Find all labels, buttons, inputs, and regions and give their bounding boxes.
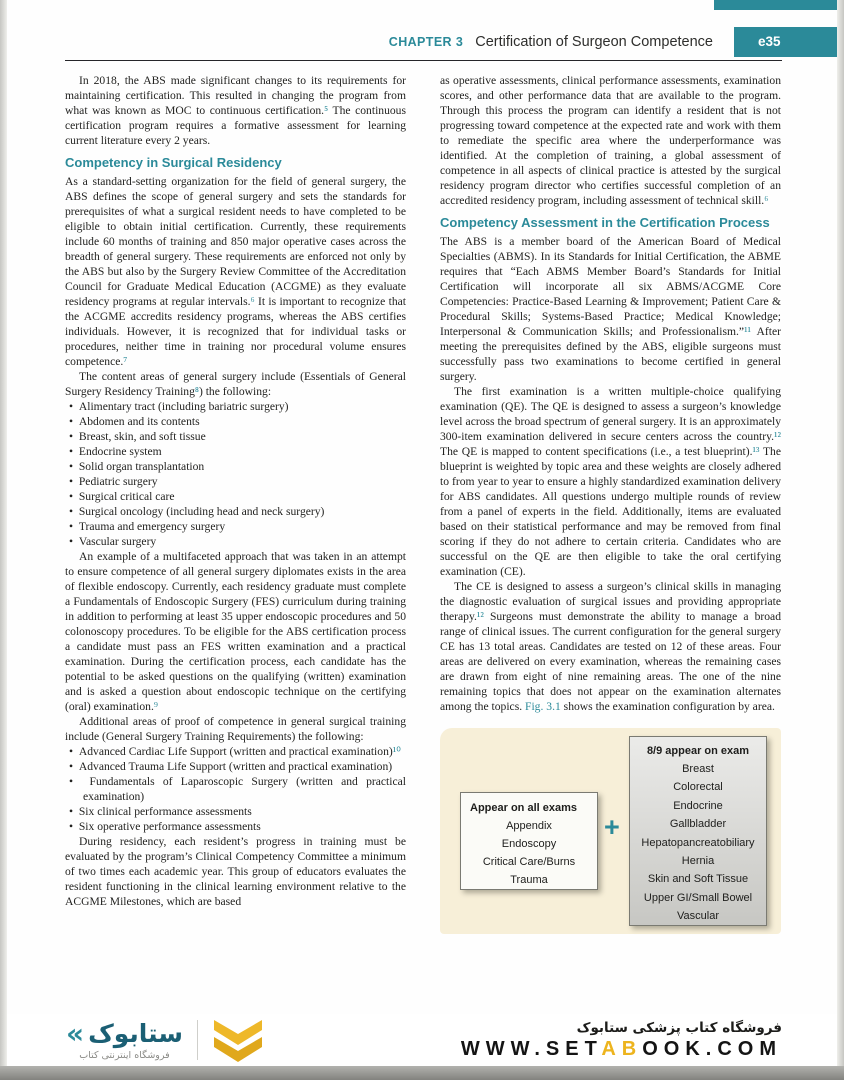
- bullet-item: • Pediatric surgery: [69, 474, 406, 489]
- figure-reference-link[interactable]: Fig. 3.1: [525, 700, 561, 713]
- bullet-item: • Advanced Trauma Life Support (written and practical examination): [69, 759, 406, 774]
- paragraph: The ABS is a member board of the American Board of Medical Specialties (ABMS). In its Standards for Initial Certification, the ABME requires that “Each ABMS Member Board’s Standards for Initial Certification will incorporate all six ABMS/ACGME Core Competencies: Practice-Based Learning & Improvement; Patient Care & Procedural Skills; Systems-Based Practice; Medical Knowledge; Interpersonal & Communication Skills; and Professionalism.”¹¹ After meeting the prerequisites defined by the ABS, eligible surgeons must successfully pass two examinations to become certified in general surgery.: [440, 235, 781, 383]
- bullet-item: • Surgical critical care: [69, 489, 406, 504]
- store-tagline: فروشگاه کتاب پزشکی ستابوک: [576, 1019, 782, 1036]
- all-exams-box-title: Appear on all exams: [470, 802, 577, 814]
- brand-name: ستابوک: [88, 1019, 183, 1048]
- double-chevron-logo-icon: [212, 1018, 264, 1062]
- paragraph: An example of a multifaceted approach that was taken in an attempt to ensure competence of all general surgery diplomates exists in the area of flexible endoscopy. Currently, each residency graduate must complete a Fundamentals of Endoscopic Surgery (FES) curriculum during training in addition to performing at least 35 upper endoscopic procedures and 50 colonoscopy procedures. To be eligible for the ABS certification process a candidate must pass an FES written examination and a practical examination. During the certification process, each candidate has the potential to be asked questions on the qualifying (written) examination and is asked a question about endoscopic technique on the certifying (oral) examination.⁹: [65, 550, 406, 713]
- top-accent-strip: [714, 0, 844, 10]
- all-exams-box: [460, 792, 598, 890]
- brand-subtitle: فروشگاه اینترنتی کتاب: [79, 1050, 170, 1061]
- bullet-item: • Surgical oncology (including head and neck surgery): [69, 504, 406, 519]
- paragraph: In 2018, the ABS made significant changes to its requirements for maintaining certification. This resulted in changing the program from what was known as MOC to continuous certification.⁵ The continuous certification program requires a formative assessment for learning current literature every 2 years.: [65, 74, 406, 147]
- paragraph: The content areas of general surgery include (Essentials of General Surgery Residency Training⁸) the following:: [65, 370, 406, 398]
- paragraph: During residency, each resident’s progress in training must be evaluated by the program’s Clinical Competency Committee a minimum of two times each academic year. This group of educators evaluates the resident functioning in the clinical learning environment relative to the ACGME Milestones, which are based: [65, 835, 406, 908]
- bullet-item: • Abdomen and its contents: [69, 414, 406, 429]
- figure-3-1: [440, 728, 781, 934]
- paragraph: Additional areas of proof of competence in general surgical training include (General Surgery Training Requirements) the following:: [65, 715, 406, 743]
- header-rule: [65, 60, 782, 61]
- exam-area-item: Hepatopancreatobiliary: [641, 836, 755, 849]
- footer-divider: [197, 1020, 198, 1060]
- bullet-item: • Breast, skin, and soft tissue: [69, 429, 406, 444]
- publisher-footer: [0, 1014, 844, 1066]
- brand-chevron-icon: «: [66, 1017, 85, 1050]
- exam-area-item: Vascular: [677, 910, 719, 923]
- footer-right: [461, 1020, 782, 1061]
- website-url: [461, 1038, 782, 1061]
- exam-area-item: Upper GI/Small Bowel: [643, 891, 753, 904]
- exam-area-item: Breast: [682, 763, 714, 775]
- right-column: [440, 73, 781, 934]
- bullet-item: • Endocrine system: [69, 444, 406, 459]
- bullet-item: • Vascular surgery: [69, 534, 406, 549]
- url-segment-highlight: AB: [601, 1037, 643, 1060]
- exam-area-item: Trauma: [510, 874, 548, 886]
- bullet-item: • Advanced Cardiac Life Support (written and practical examination)¹⁰: [69, 744, 406, 759]
- bullet-item: • Alimentary tract (including bariatric surgery): [69, 399, 406, 414]
- exam-area-item: Critical Care/Burns: [482, 856, 576, 868]
- exam-area-item: Appendix: [506, 820, 552, 832]
- partial-exams-box: [629, 736, 767, 926]
- bullet-item: • Six operative performance assessments: [69, 819, 406, 834]
- exam-area-item: Hernia: [681, 855, 715, 868]
- url-segment: WWW.SET: [460, 1037, 602, 1060]
- paragraph: [440, 579, 781, 714]
- paragraph: as operative assessments, clinical performance assessments, examination scores, and other performance data that are available to the program. Through this process the program can identify a resident that is not progressing toward competence at the expected rate and work with them to remediate the specific area where the underperformance was identified. At the completion of training, a global assessment of competence in all aspects of clinical practice is attested by the surgical residency program director who certifies successful completion of an accredited residency program, including assessment of technical skill.⁶: [440, 74, 781, 207]
- exam-area-item: Endocrine: [673, 799, 723, 812]
- publisher-brand: [66, 1019, 183, 1061]
- bullet-item: • Fundamentals of Laparoscopic Surgery (written and practical examination): [69, 774, 406, 804]
- exam-area-item: Endoscopy: [501, 838, 557, 850]
- paragraph-text: shows the examination configuration by area.: [560, 700, 775, 713]
- all-exams-items: [465, 817, 593, 889]
- text-columns: [65, 73, 782, 934]
- page-number-badge: [734, 27, 844, 57]
- chapter-label: CHAPTER 3: [388, 35, 464, 49]
- bullet-item: • Solid organ transplantation: [69, 459, 406, 474]
- plus-icon: +: [604, 812, 620, 842]
- scan-bottom-edge: [0, 1066, 844, 1080]
- section-heading-assessment: Competency Assessment in the Certification Process: [440, 215, 770, 230]
- partial-exams-box-title: 8/9 appear on exam: [646, 745, 750, 757]
- brand-wordmark: [66, 1019, 183, 1049]
- page-edge-left: [0, 0, 7, 1080]
- partial-exams-items: [632, 760, 764, 926]
- chapter-title: Certification of Surgeon Competence: [475, 34, 713, 50]
- left-column: [65, 73, 406, 934]
- bullet-item: • Trauma and emergency surgery: [69, 519, 406, 534]
- paragraph-text: The CE is designed to assess a surgeon’s clinical skills in managing the diagnostic evaluation of surgical issues and providing appropriate therapy.¹² Surgeons must demonstrate the ability to manage a broad range of clinical issues. The current configuration for the general surgery CE has 13 total areas. Candidates are tested on 12 of these areas. Four areas are delivered on every examination, whereas the remaining cases are drawn from eight of nine remaining areas. The one of the nine remaining topics that does not appear on the examination alternates among the topics.: [440, 580, 781, 713]
- url-segment: OOK.COM: [642, 1037, 782, 1060]
- page-number: e35: [758, 34, 781, 49]
- exam-area-item: Colorectal: [673, 781, 723, 794]
- training-requirements-list: [65, 744, 406, 834]
- page-edge-right: [837, 0, 844, 1080]
- section-heading-residency: Competency in Surgical Residency: [65, 155, 282, 170]
- paragraph: The first examination is a written multiple-choice qualifying examination (QE). The QE is designed to assess a surgeon’s knowledge level across the broad spectrum of general surgery. It is an approximately 300-item examination delivered in secure centers across the country.¹² The QE is mapped to content specifications (i.e., a test blueprint).¹³ The blueprint is weighted by topic area and these weights are closely adhered to from year to year to ensure a highly standardized examination delivery for ABS candidates. All questions undergo multiple rounds of review from a panel of experts in the field. Additionally, items are evaluated based on their statistical performance and may be removed from final scoring if they do not adhere to certain criteria. Candidates who are successful on the QE are then eligible to take the oral certifying examination (CE).: [440, 385, 781, 578]
- paragraph: As a standard-setting organization for the field of general surgery, the ABS defines the scope of general surgery and sets the standards for prerequisites of what a surgical resident needs to have completed to be eligible to obtain initial certification. Currently, these requirements include 60 months of training and 850 major operative cases across the breadth of general surgery. These requirements are enforced not only by the ABS but also by the Surgery Review Committee of the Accreditation Council for Graduate Medical Education (ACGME) as they evaluate residency programs at regular intervals.⁶ It is important to recognize that the ACGME accredits residency programs, whereas the ABS certifies individuals. However, it is recognized that for individual tasks or procedures, neither time in training nor procedural volume ensures competence.⁷: [65, 175, 406, 368]
- running-header: [65, 34, 713, 50]
- content-areas-list: [65, 399, 406, 549]
- exam-area-item: Skin and Soft Tissue: [647, 873, 749, 886]
- exam-area-item: Gallbladder: [669, 818, 727, 831]
- bullet-item: • Six clinical performance assessments: [69, 804, 406, 819]
